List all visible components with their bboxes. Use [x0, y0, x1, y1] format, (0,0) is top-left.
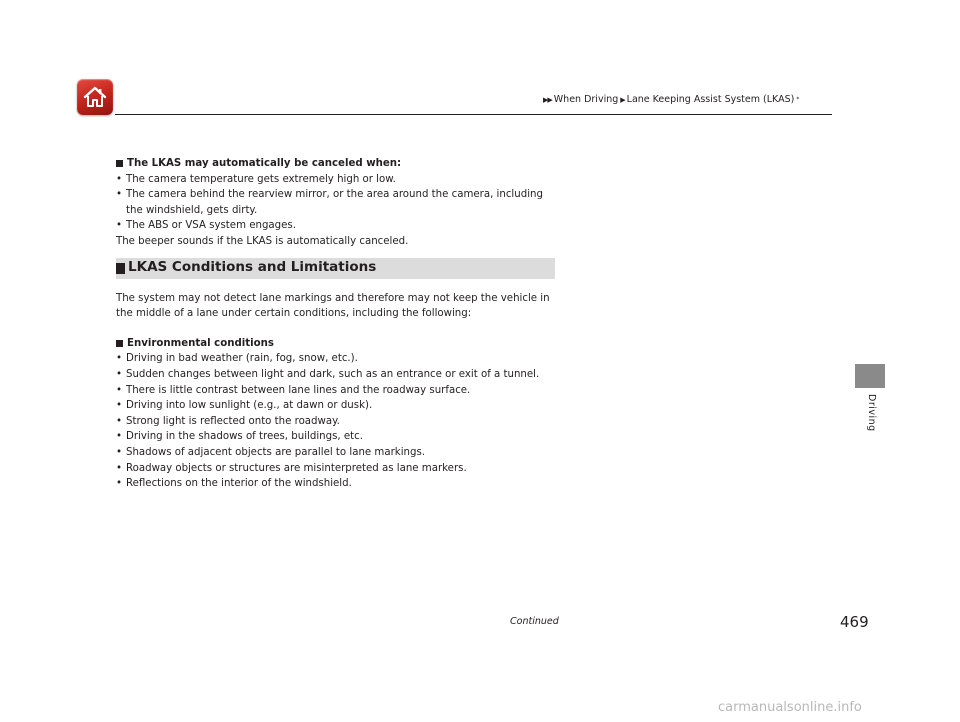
environmental-list: [116, 351, 561, 491]
list-item: • The camera behind the rearview mirror, or the area around the camera, including the windshield, gets dirty.: [116, 187, 561, 218]
breadcrumb-item-when-driving[interactable]: When Driving: [553, 94, 619, 105]
breadcrumb-footnote-marker: *: [796, 96, 800, 103]
auto-cancel-list: [116, 172, 561, 234]
square-bullet-icon: [116, 160, 123, 167]
list-item: • Shadows of adjacent objects are parallel to lane markings.: [116, 445, 561, 461]
section-title: LKAS Conditions and Limitations: [128, 259, 377, 276]
section-heading-bar: [116, 258, 555, 279]
auto-cancel-note: The beeper sounds if the LKAS is automatically canceled.: [116, 235, 409, 247]
home-button[interactable]: [77, 79, 113, 115]
header-rule: [115, 114, 832, 115]
list-item: • There is little contrast between lane lines and the roadway surface.: [116, 383, 561, 399]
watermark: carmanualsonline.info: [718, 700, 862, 715]
square-bullet-icon: [116, 340, 123, 347]
breadcrumb-item-lkas[interactable]: Lane Keeping Assist System (LKAS): [626, 94, 795, 105]
list-item: • Driving in bad weather (rain, fog, snow, etc.).: [116, 351, 561, 367]
list-item: • The camera temperature gets extremely high or low.: [116, 172, 561, 188]
environmental-heading-text: Environmental conditions: [127, 337, 274, 349]
list-item: • The ABS or VSA system engages.: [116, 218, 561, 234]
page-number: 469: [840, 613, 869, 631]
breadcrumb: [543, 94, 799, 105]
breadcrumb-arrow-icon: ▶: [620, 95, 625, 104]
continued-label: Continued: [510, 616, 559, 627]
auto-cancel-heading: [116, 156, 561, 172]
breadcrumb-arrow-icon: ▶▶: [543, 95, 552, 104]
environmental-heading: [116, 336, 561, 352]
auto-cancel-heading-text: The LKAS may automatically be canceled when:: [127, 158, 402, 169]
list-item: • Driving into low sunlight (e.g., at dawn or dusk).: [116, 398, 561, 414]
list-item: • Sudden changes between light and dark, such as an entrance or exit of a tunnel.: [116, 367, 561, 383]
home-icon: [82, 85, 108, 109]
section-intro: The system may not detect lane markings and therefore may not keep the vehicle in the middle of a lane under certain conditions, including the following:: [116, 292, 550, 320]
list-item: • Strong light is reflected onto the roadway.: [116, 414, 561, 430]
chapter-tab[interactable]: [855, 364, 885, 388]
list-item: • Reflections on the interior of the windshield.: [116, 476, 561, 492]
main-content: [116, 156, 561, 492]
list-item: • Driving in the shadows of trees, buildings, etc.: [116, 429, 561, 445]
chapter-tab-label: Driving: [866, 394, 877, 432]
square-bullet-icon: [116, 263, 125, 274]
list-item: • Roadway objects or structures are misinterpreted as lane markers.: [116, 461, 561, 477]
